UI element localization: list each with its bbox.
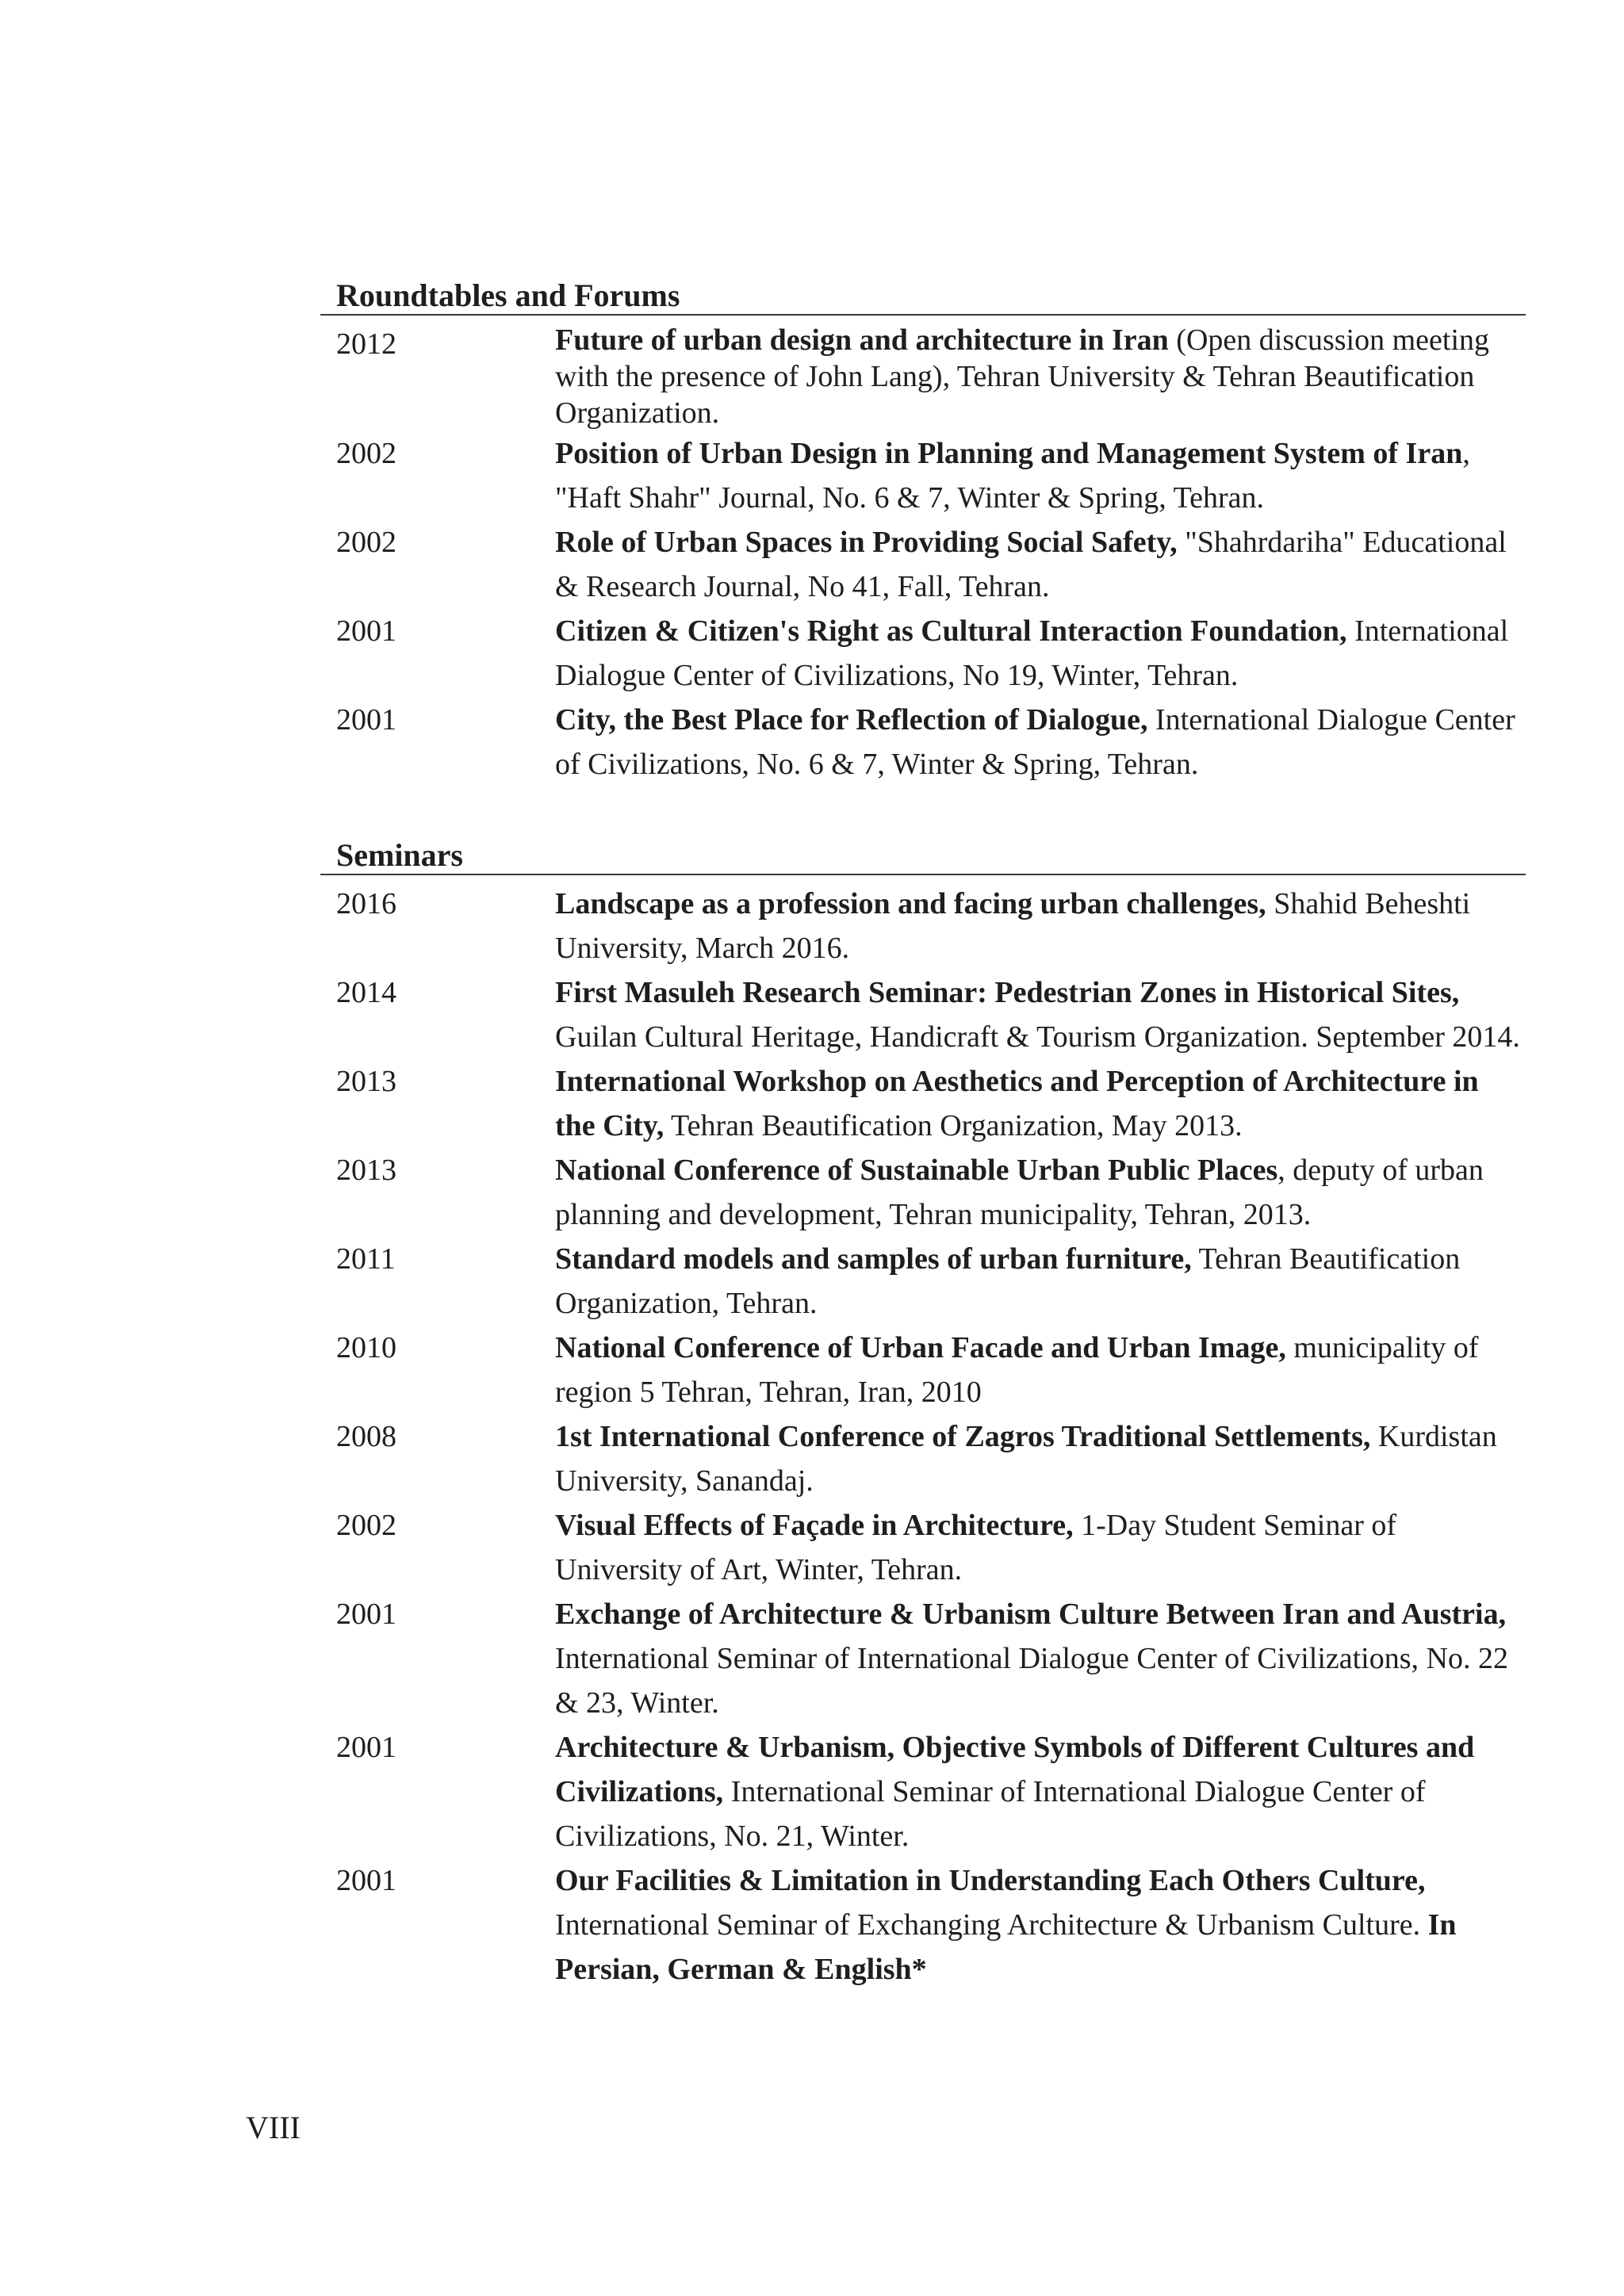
entry-title: National Conference of Sustainable Urban Public Places [555,1154,1278,1187]
seminars-section [320,837,1526,1992]
entry-details: "Shahrdariha" Educational & Research Journal, No 41, Fall, Tehran. [555,526,1507,603]
list-item [320,609,1526,698]
list-item [320,698,1526,786]
entry-year: 2013 [336,1065,396,1098]
entry-details: 1-Day Student Seminar of University of Art, Winter, Tehran. [555,1509,1397,1586]
entry-title: Our Facilities & Limitation in Understanding Each Others Culture, [555,1864,1426,1897]
entry-details: International Dialogue Center of Civilizations, No. 6 & 7, Winter & Spring, Tehran. [555,703,1515,781]
page-number: VIII [246,2110,301,2145]
entry-details: , deputy of urban planning and development, Tehran municipality, Tehran, 2013. [555,1154,1484,1231]
entry-details: Guilan Cultural Heritage, Handicraft & Tourism Organization. September 2014. [555,1020,1520,1054]
entry-title: Architecture & Urbanism, Objective Symbols of Different Cultures and Civilizations, [555,1731,1475,1808]
entry-title: Visual Effects of Façade in Architecture, [555,1509,1074,1542]
roundtables-list [320,322,1526,786]
entry-description [555,970,1526,1059]
list-item [320,1059,1526,1148]
section-title: Roundtables and Forums [336,277,680,313]
section-divider [320,874,1526,875]
entry-details: International Seminar of Exchanging Architecture & Urbanism Culture. [555,1908,1421,1942]
entry-year: 2010 [336,1331,396,1364]
entry-year: 2001 [336,1598,396,1631]
list-item [320,882,1526,970]
entry-details: Kurdistan University, Sanandaj. [555,1420,1497,1498]
entry-title: 1st International Conference of Zagros Traditional Settlements, [555,1420,1371,1453]
entry-details: , "Haft Shahr" Journal, No. 6 & 7, Winter & Spring, Tehran. [555,437,1470,515]
entry-year: 2002 [336,1509,396,1542]
entry-description [555,1237,1526,1326]
entry-details: Tehran Beautification Organization, May 2013. [664,1109,1243,1142]
entry-year: 2002 [336,526,396,559]
entry-description [555,1858,1526,1992]
entry-title: Exchange of Architecture & Urbanism Culture Between Iran and Austria, [555,1598,1507,1631]
entry-title: International Workshop on Aesthetics and Perception of Architecture in the City, [555,1065,1479,1142]
entry-year: 2001 [336,614,396,648]
entry-title: Landscape as a profession and facing urban challenges, [555,887,1266,920]
entry-title: Role of Urban Spaces in Providing Social Safety, [555,526,1178,559]
list-item [320,970,1526,1059]
roundtables-section [320,277,1526,786]
entry-description [555,1059,1526,1148]
section-title: Seminars [336,837,463,873]
list-item [320,1414,1526,1503]
seminars-list [320,882,1526,1992]
list-item [320,1592,1526,1725]
list-item [320,322,1526,431]
list-item [320,1858,1526,1992]
entry-language-note: In Persian, German & English* [555,1908,1457,1986]
list-item [320,1148,1526,1237]
entry-year: 2011 [336,1242,396,1276]
entry-year: 2008 [336,1420,396,1453]
entry-year: 2014 [336,976,396,1009]
entry-details: International Seminar of International Dialogue Center of Civilizations, No. 22 & 23, Winter. [555,1642,1508,1720]
entry-description [555,520,1526,609]
entry-description [555,1148,1526,1237]
entry-title: Citizen & Citizen's Right as Cultural Interaction Foundation, [555,614,1347,648]
entry-description [555,698,1526,786]
list-item [320,431,1526,520]
list-item [320,1503,1526,1592]
entry-details: (Open discussion meeting with the presence of John Lang), Tehran University & Tehran Beautification Organization. [555,323,1490,430]
entry-description [555,1725,1526,1858]
entry-year: 2013 [336,1154,396,1187]
entry-details: International Seminar of International Dialogue Center of Civilizations, No. 21, Winter. [555,1775,1426,1853]
entry-description [555,609,1526,698]
entry-title: Position of Urban Design in Planning and Management System of Iran [555,437,1463,470]
section-divider [320,314,1526,316]
list-item [320,1326,1526,1414]
entry-year: 2012 [336,327,396,361]
entry-year: 2016 [336,887,396,920]
entry-year: 2001 [336,1731,396,1764]
entry-title: City, the Best Place for Reflection of Dialogue, [555,703,1148,737]
entry-year: 2001 [336,703,396,737]
entry-title: Standard models and samples of urban furniture, [555,1242,1192,1276]
list-item [320,1237,1526,1326]
entry-title: First Masuleh Research Seminar: Pedestrian Zones in Historical Sites, [555,976,1460,1009]
list-item [320,1725,1526,1858]
entry-description [555,1503,1526,1592]
entry-description [555,1592,1526,1725]
entry-details: municipality of region 5 Tehran, Tehran, Iran, 2010 [555,1331,1479,1409]
entry-details: Tehran Beautification Organization, Tehran. [555,1242,1461,1320]
entry-details: Shahid Beheshti University, March 2016. [555,887,1471,965]
entry-details: International Dialogue Center of Civilizations, No 19, Winter, Tehran. [555,614,1509,692]
entry-title: National Conference of Urban Facade and Urban Image, [555,1331,1286,1364]
entry-description [555,882,1526,970]
entry-title: Future of urban design and architecture in Iran [555,323,1169,357]
entry-year: 2002 [336,437,396,470]
entry-description [555,1326,1526,1414]
entry-year: 2001 [336,1864,396,1897]
list-item [320,520,1526,609]
entry-description [555,322,1526,431]
entry-description [555,1414,1526,1503]
entry-description [555,431,1526,520]
